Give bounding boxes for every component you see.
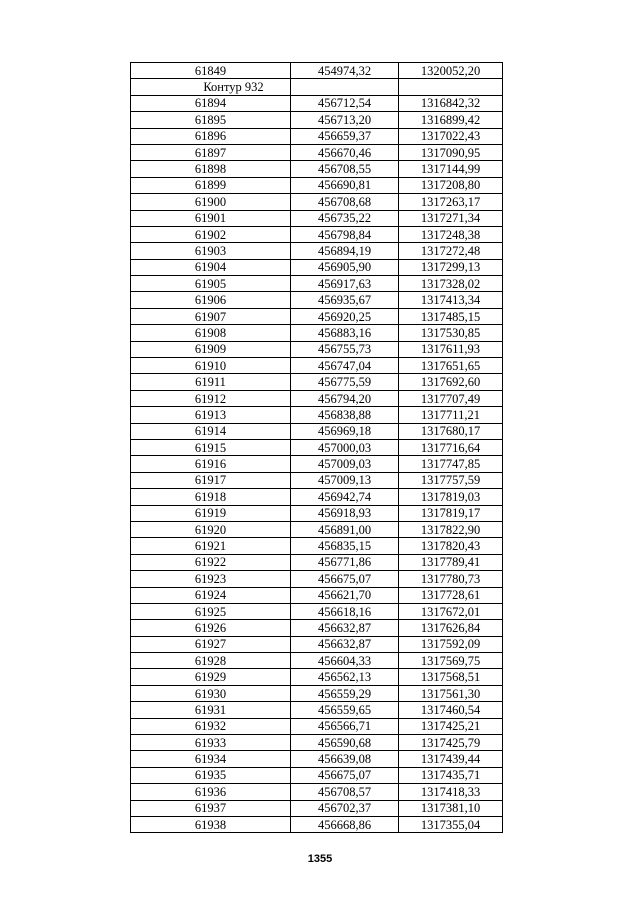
x-coordinate-cell: 456835,15 xyxy=(291,538,399,554)
table-row xyxy=(131,144,503,160)
y-coordinate-cell: 1317692,60 xyxy=(399,374,503,390)
y-coordinate-cell: 1317413,34 xyxy=(399,292,503,308)
point-number-cell: 61927 xyxy=(131,636,291,652)
y-coordinate-cell: 1317728,61 xyxy=(399,587,503,603)
point-number-cell: 61923 xyxy=(131,571,291,587)
x-coordinate-cell: 456708,68 xyxy=(291,194,399,210)
y-coordinate-cell: 1317711,21 xyxy=(399,407,503,423)
x-coordinate-cell: 456604,33 xyxy=(291,653,399,669)
x-coordinate-cell: 456794,20 xyxy=(291,390,399,406)
point-number-cell: 61906 xyxy=(131,292,291,308)
table-row xyxy=(131,800,503,816)
x-coordinate-cell: 456632,87 xyxy=(291,620,399,636)
y-coordinate-cell: 1317299,13 xyxy=(399,259,503,275)
x-coordinate-cell: 456771,86 xyxy=(291,554,399,570)
x-coordinate-cell: 457009,13 xyxy=(291,472,399,488)
table-row xyxy=(131,538,503,554)
x-coordinate-cell: 456735,22 xyxy=(291,210,399,226)
table-row xyxy=(131,456,503,472)
point-number-cell: 61897 xyxy=(131,144,291,160)
point-number-cell: 61931 xyxy=(131,702,291,718)
y-coordinate-cell: 1317611,93 xyxy=(399,341,503,357)
y-coordinate-cell: 1317819,03 xyxy=(399,489,503,505)
y-coordinate-cell: 1317272,48 xyxy=(399,243,503,259)
y-coordinate-cell: 1317460,54 xyxy=(399,702,503,718)
point-number-cell: 61898 xyxy=(131,161,291,177)
y-coordinate-cell: 1317425,21 xyxy=(399,718,503,734)
table-row xyxy=(131,308,503,324)
point-number-cell: 61901 xyxy=(131,210,291,226)
point-number-cell: 61913 xyxy=(131,407,291,423)
point-number-cell: 61933 xyxy=(131,735,291,751)
table-row xyxy=(131,210,503,226)
point-number-cell: 61937 xyxy=(131,800,291,816)
table-row xyxy=(131,472,503,488)
x-coordinate-cell: 456775,59 xyxy=(291,374,399,390)
point-number-cell: 61935 xyxy=(131,767,291,783)
y-coordinate-cell: 1317530,85 xyxy=(399,325,503,341)
point-number-cell: 61896 xyxy=(131,128,291,144)
y-coordinate-cell: 1317561,30 xyxy=(399,685,503,701)
y-coordinate-cell: 1317820,43 xyxy=(399,538,503,554)
table-row xyxy=(131,407,503,423)
x-coordinate-cell: 456917,63 xyxy=(291,276,399,292)
table-row xyxy=(131,292,503,308)
y-coordinate-cell: 1317328,02 xyxy=(399,276,503,292)
table-row xyxy=(131,325,503,341)
point-number-cell: 61928 xyxy=(131,653,291,669)
point-number-cell: 61932 xyxy=(131,718,291,734)
y-coordinate-cell: 1316842,32 xyxy=(399,95,503,111)
x-coordinate-cell: 456891,00 xyxy=(291,521,399,537)
table-row xyxy=(131,587,503,603)
table-row xyxy=(131,571,503,587)
x-coordinate-cell: 456747,04 xyxy=(291,358,399,374)
x-coordinate-cell: 456702,37 xyxy=(291,800,399,816)
table-row xyxy=(131,259,503,275)
point-number-cell: 61905 xyxy=(131,276,291,292)
point-number-cell: 61904 xyxy=(131,259,291,275)
y-coordinate-cell: 1317757,59 xyxy=(399,472,503,488)
table-row xyxy=(131,358,503,374)
point-number-cell: 61910 xyxy=(131,358,291,374)
x-coordinate-cell: 456559,65 xyxy=(291,702,399,718)
point-number-cell: 61921 xyxy=(131,538,291,554)
section-header-row xyxy=(131,79,503,95)
table-row xyxy=(131,505,503,521)
x-coordinate-cell: 456690,81 xyxy=(291,177,399,193)
y-coordinate-cell: 1317780,73 xyxy=(399,571,503,587)
x-coordinate-cell: 456838,88 xyxy=(291,407,399,423)
empty-cell xyxy=(399,79,503,95)
x-coordinate-cell: 456659,37 xyxy=(291,128,399,144)
table-row xyxy=(131,161,503,177)
x-coordinate-cell: 456632,87 xyxy=(291,636,399,652)
x-coordinate-cell: 456712,54 xyxy=(291,95,399,111)
table-row xyxy=(131,767,503,783)
x-coordinate-cell: 454974,32 xyxy=(291,63,399,79)
table-row xyxy=(131,816,503,832)
point-number-cell: 61919 xyxy=(131,505,291,521)
point-number-cell: 61917 xyxy=(131,472,291,488)
table-row xyxy=(131,685,503,701)
point-number-cell: 61918 xyxy=(131,489,291,505)
point-number-cell: 61929 xyxy=(131,669,291,685)
point-number-cell: 61916 xyxy=(131,456,291,472)
table-row xyxy=(131,489,503,505)
empty-cell xyxy=(291,79,399,95)
table-row xyxy=(131,751,503,767)
point-number-cell: 61930 xyxy=(131,685,291,701)
point-number-cell: 61849 xyxy=(131,63,291,79)
y-coordinate-cell: 1317263,17 xyxy=(399,194,503,210)
table-row xyxy=(131,521,503,537)
point-number-cell: 61911 xyxy=(131,374,291,390)
y-coordinate-cell: 1317248,38 xyxy=(399,226,503,242)
table-row xyxy=(131,423,503,439)
table-row xyxy=(131,194,503,210)
y-coordinate-cell: 1317672,01 xyxy=(399,603,503,619)
point-number-cell: 61902 xyxy=(131,226,291,242)
point-number-cell: 61936 xyxy=(131,784,291,800)
point-number-cell: 61907 xyxy=(131,308,291,324)
x-coordinate-cell: 456713,20 xyxy=(291,112,399,128)
table-row xyxy=(131,128,503,144)
x-coordinate-cell: 456918,93 xyxy=(291,505,399,521)
x-coordinate-cell: 456894,19 xyxy=(291,243,399,259)
x-coordinate-cell: 456883,16 xyxy=(291,325,399,341)
point-number-cell: 61909 xyxy=(131,341,291,357)
x-coordinate-cell: 456755,73 xyxy=(291,341,399,357)
y-coordinate-cell: 1317090,95 xyxy=(399,144,503,160)
y-coordinate-cell: 1317819,17 xyxy=(399,505,503,521)
x-coordinate-cell: 456920,25 xyxy=(291,308,399,324)
y-coordinate-cell: 1317381,10 xyxy=(399,800,503,816)
y-coordinate-cell: 1317747,85 xyxy=(399,456,503,472)
point-number-cell: 61899 xyxy=(131,177,291,193)
x-coordinate-cell: 456670,46 xyxy=(291,144,399,160)
x-coordinate-cell: 456969,18 xyxy=(291,423,399,439)
table-row xyxy=(131,341,503,357)
x-coordinate-cell: 456559,29 xyxy=(291,685,399,701)
y-coordinate-cell: 1317569,75 xyxy=(399,653,503,669)
y-coordinate-cell: 1317651,65 xyxy=(399,358,503,374)
table-row xyxy=(131,669,503,685)
table-row xyxy=(131,439,503,455)
x-coordinate-cell: 456905,90 xyxy=(291,259,399,275)
y-coordinate-cell: 1317435,71 xyxy=(399,767,503,783)
x-coordinate-cell: 456668,86 xyxy=(291,816,399,832)
y-coordinate-cell: 1317208,80 xyxy=(399,177,503,193)
table-row xyxy=(131,95,503,111)
point-number-cell: 61914 xyxy=(131,423,291,439)
point-number-cell: 61922 xyxy=(131,554,291,570)
y-coordinate-cell: 1317680,17 xyxy=(399,423,503,439)
x-coordinate-cell: 456675,07 xyxy=(291,571,399,587)
table-row xyxy=(131,63,503,79)
x-coordinate-cell: 456935,67 xyxy=(291,292,399,308)
table-row xyxy=(131,718,503,734)
y-coordinate-cell: 1317418,33 xyxy=(399,784,503,800)
point-number-cell: 61908 xyxy=(131,325,291,341)
x-coordinate-cell: 456618,16 xyxy=(291,603,399,619)
y-coordinate-cell: 1316899,42 xyxy=(399,112,503,128)
point-number-cell: 61915 xyxy=(131,439,291,455)
table-row xyxy=(131,226,503,242)
y-coordinate-cell: 1317568,51 xyxy=(399,669,503,685)
x-coordinate-cell: 456590,68 xyxy=(291,735,399,751)
point-number-cell: 61925 xyxy=(131,603,291,619)
y-coordinate-cell: 1317355,04 xyxy=(399,816,503,832)
point-number-cell: 61924 xyxy=(131,587,291,603)
y-coordinate-cell: 1317789,41 xyxy=(399,554,503,570)
table-row xyxy=(131,112,503,128)
y-coordinate-cell: 1317144,99 xyxy=(399,161,503,177)
x-coordinate-cell: 456621,70 xyxy=(291,587,399,603)
table-row xyxy=(131,620,503,636)
coordinates-table xyxy=(130,62,503,833)
table-row xyxy=(131,276,503,292)
y-coordinate-cell: 1317439,44 xyxy=(399,751,503,767)
table-row xyxy=(131,702,503,718)
point-number-cell: 61903 xyxy=(131,243,291,259)
table-row xyxy=(131,653,503,669)
y-coordinate-cell: 1317592,09 xyxy=(399,636,503,652)
point-number-cell: 61895 xyxy=(131,112,291,128)
y-coordinate-cell: 1320052,20 xyxy=(399,63,503,79)
table-row xyxy=(131,390,503,406)
y-coordinate-cell: 1317022,43 xyxy=(399,128,503,144)
table-row xyxy=(131,784,503,800)
y-coordinate-cell: 1317485,15 xyxy=(399,308,503,324)
x-coordinate-cell: 457000,03 xyxy=(291,439,399,455)
x-coordinate-cell: 456708,55 xyxy=(291,161,399,177)
y-coordinate-cell: 1317271,34 xyxy=(399,210,503,226)
point-number-cell: 61894 xyxy=(131,95,291,111)
point-number-cell: 61934 xyxy=(131,751,291,767)
table-row xyxy=(131,636,503,652)
x-coordinate-cell: 456798,84 xyxy=(291,226,399,242)
point-number-cell: 61920 xyxy=(131,521,291,537)
point-number-cell: 61900 xyxy=(131,194,291,210)
table-row xyxy=(131,735,503,751)
page-number: 1355 xyxy=(307,853,333,865)
y-coordinate-cell: 1317716,64 xyxy=(399,439,503,455)
table-row xyxy=(131,177,503,193)
x-coordinate-cell: 456566,71 xyxy=(291,718,399,734)
table-row xyxy=(131,603,503,619)
table-row xyxy=(131,243,503,259)
x-coordinate-cell: 456639,08 xyxy=(291,751,399,767)
y-coordinate-cell: 1317822,90 xyxy=(399,521,503,537)
table-row xyxy=(131,554,503,570)
table-row xyxy=(131,374,503,390)
x-coordinate-cell: 457009,03 xyxy=(291,456,399,472)
point-number-cell: 61912 xyxy=(131,390,291,406)
coordinates-table-body xyxy=(131,63,503,833)
contour-label: Контур 932 xyxy=(131,79,291,95)
x-coordinate-cell: 456708,57 xyxy=(291,784,399,800)
y-coordinate-cell: 1317707,49 xyxy=(399,390,503,406)
y-coordinate-cell: 1317425,79 xyxy=(399,735,503,751)
point-number-cell: 61926 xyxy=(131,620,291,636)
y-coordinate-cell: 1317626,84 xyxy=(399,620,503,636)
x-coordinate-cell: 456562,13 xyxy=(291,669,399,685)
point-number-cell: 61938 xyxy=(131,816,291,832)
x-coordinate-cell: 456942,74 xyxy=(291,489,399,505)
x-coordinate-cell: 456675,07 xyxy=(291,767,399,783)
